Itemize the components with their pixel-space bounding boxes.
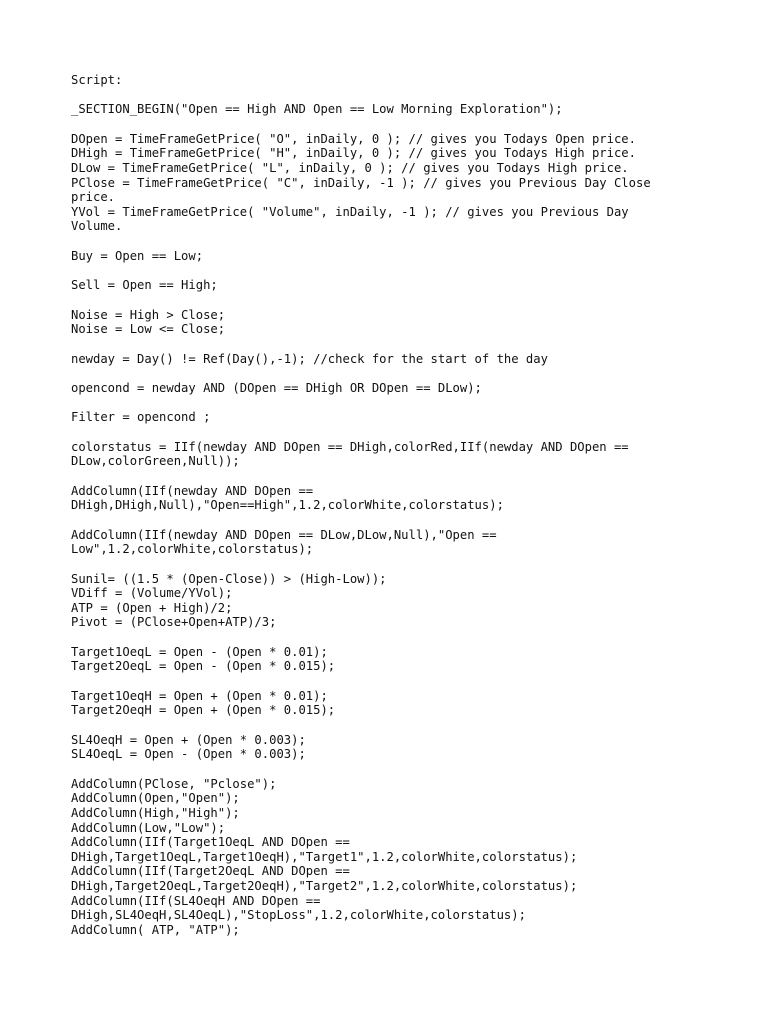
code-line: Target1OeqL = Open - (Open * 0.01);: [71, 644, 328, 659]
code-line: SL4OeqH = Open + (Open * 0.003);: [71, 732, 306, 747]
code-line: Pivot = (PClose+Open+ATP)/3;: [71, 615, 277, 630]
code-line: [71, 513, 711, 528]
code-line: YVol = TimeFrameGetPrice( "Volume", inDaily, -1 ); // gives you Previous Day: [71, 204, 629, 219]
code-line: AddColumn(Low,"Low");: [71, 820, 226, 835]
code-line: DLow,colorGreen,Null));: [71, 454, 240, 469]
code-line: DHigh,Target2OeqL,Target2OeqH),"Target2",1.2,colorWhite,colorstatus);: [71, 878, 578, 893]
code-line: Volume.: [71, 219, 123, 234]
code-line: [71, 469, 711, 484]
code-line: AddColumn(PClose, "Pclose");: [71, 776, 277, 791]
code-line: _SECTION_BEGIN("Open == High AND Open == Low Morning Exploration");: [71, 102, 563, 117]
code-line: newday = Day() != Ref(Day(),-1); //check for the start of the day: [71, 351, 548, 366]
code-line: AddColumn(IIf(SL4OeqH AND DOpen ==: [71, 893, 321, 908]
code-line: Target2OeqL = Open - (Open * 0.015);: [71, 659, 336, 674]
code-line: [71, 762, 711, 777]
script-code-block: [71, 73, 711, 937]
code-line: [71, 88, 711, 103]
code-line: VDiff = (Volume/YVol);: [71, 586, 233, 601]
code-line: AddColumn(IIf(newday AND DOpen == DLow,DLow,Null),"Open ==: [71, 527, 497, 542]
code-line: Target1OeqH = Open + (Open * 0.01);: [71, 688, 328, 703]
code-line: PClose = TimeFrameGetPrice( "C", inDaily, -1 ); // gives you Previous Day Close: [71, 175, 651, 190]
code-line: AddColumn(IIf(newday AND DOpen ==: [71, 483, 314, 498]
code-line: DOpen = TimeFrameGetPrice( "O", inDaily, 0 ); // gives you Todays Open price.: [71, 131, 636, 146]
code-line: opencond = newday AND (DOpen == DHigh OR DOpen == DLow);: [71, 380, 482, 395]
code-line: DHigh,SL4OeqH,SL4OeqL),"StopLoss",1.2,colorWhite,colorstatus);: [71, 908, 526, 923]
code-line: Sunil= ((1.5 * (Open-Close)) > (High-Low));: [71, 571, 387, 586]
code-line: Script:: [71, 73, 123, 87]
code-line: DHigh = TimeFrameGetPrice( "H", inDaily, 0 ); // gives you Todays High price.: [71, 146, 636, 161]
code-line: ATP = (Open + High)/2;: [71, 600, 233, 615]
code-line: [71, 337, 711, 352]
code-line: DLow = TimeFrameGetPrice( "L", inDaily, 0 ); // gives you Todays High price.: [71, 160, 629, 175]
code-line: [71, 674, 711, 689]
code-line: Low",1.2,colorWhite,colorstatus);: [71, 542, 314, 557]
code-line: AddColumn(IIf(Target1OeqL AND DOpen ==: [71, 835, 350, 850]
code-line: [71, 117, 711, 132]
code-line: AddColumn( ATP, "ATP");: [71, 922, 240, 937]
code-line: DHigh,Target1OeqL,Target1OeqH),"Target1",1.2,colorWhite,colorstatus);: [71, 849, 578, 864]
code-line: [71, 395, 711, 410]
code-line: DHigh,DHigh,Null),"Open==High",1.2,colorWhite,colorstatus);: [71, 498, 504, 513]
code-line: Noise = High > Close;: [71, 307, 226, 322]
code-line: colorstatus = IIf(newday AND DOpen == DHigh,colorRed,IIf(newday AND DOpen ==: [71, 439, 629, 454]
code-line: [71, 718, 711, 733]
code-line: AddColumn(Open,"Open");: [71, 791, 240, 806]
code-line: AddColumn(IIf(Target2OeqL AND DOpen ==: [71, 864, 350, 879]
code-line: [71, 234, 711, 249]
code-line: [71, 263, 711, 278]
code-line: [71, 366, 711, 381]
code-line: AddColumn(High,"High");: [71, 805, 240, 820]
code-line: Filter = opencond ;: [71, 410, 211, 425]
code-line: [71, 425, 711, 440]
code-line: [71, 293, 711, 308]
code-line: [71, 557, 711, 572]
code-line: Sell = Open == High;: [71, 278, 218, 293]
code-line: Buy = Open == Low;: [71, 248, 204, 263]
code-line: price.: [71, 190, 116, 205]
code-line: Target2OeqH = Open + (Open * 0.015);: [71, 703, 336, 718]
code-line: [71, 630, 711, 645]
code-line: Noise = Low <= Close;: [71, 322, 226, 337]
code-line: SL4OeqL = Open - (Open * 0.003);: [71, 747, 306, 762]
